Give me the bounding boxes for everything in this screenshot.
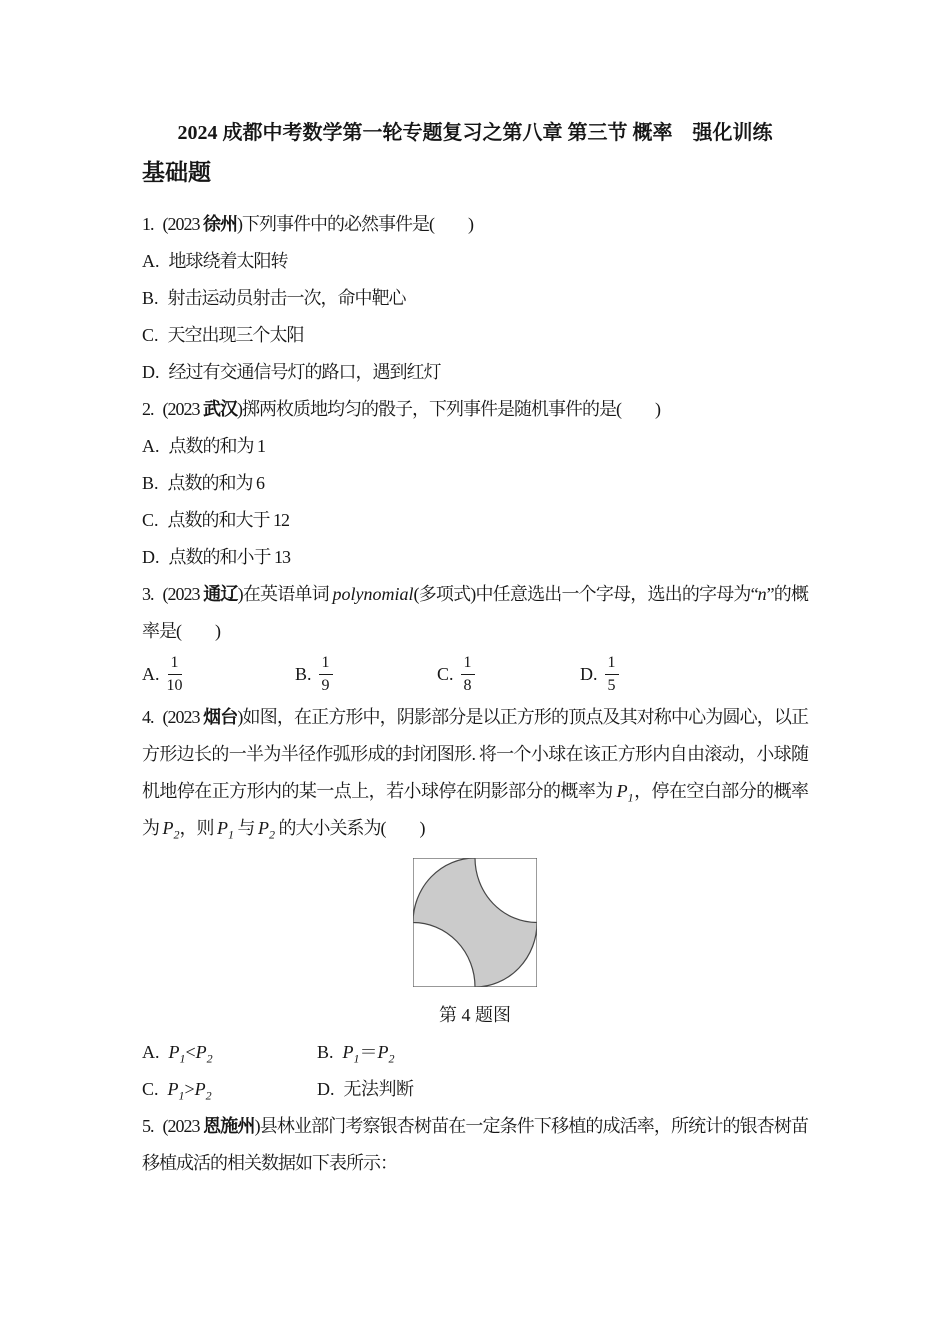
q2-option-a-label: A.: [142, 436, 160, 456]
q3-option-c-fraction: [461, 653, 475, 696]
fraction-numerator: 1: [605, 653, 619, 675]
q2-source-suffix: ): [237, 399, 242, 419]
fraction-denominator: 8: [463, 677, 472, 694]
question-3-stem: [142, 576, 808, 650]
symbol-p2: [377, 1042, 395, 1066]
p-subscript: 1: [179, 1051, 186, 1066]
q3-stem-text-2: (多项式)中任意选出一个字母，选出的字母为“: [413, 584, 758, 604]
q1-option-c: [142, 317, 808, 354]
q3-letter-n: n: [757, 584, 767, 604]
p-subscript: 2: [206, 1051, 213, 1066]
q1-option-a: [142, 243, 808, 280]
q4-stem-text-1: 如图，在正方形中，阴影部分是以正方形的顶点及其对称中心为圆心，以正方形边长的一半为半径作弧形成的封闭图形. 将一个小球在该正方形内自由滚动，小球随机地停在正方形内的某一点上，若小球停在阴影部分的概率为: [142, 707, 809, 801]
q4-option-b: [317, 1034, 395, 1071]
q4-option-d-label: D.: [317, 1079, 335, 1099]
p-letter: P: [616, 781, 628, 801]
q2-option-c-label: C.: [142, 510, 159, 530]
p-letter: P: [195, 1042, 207, 1062]
section-heading: 基础题: [142, 160, 211, 185]
q4-stem-text-5: 的大小关系为( ): [275, 818, 425, 838]
question-5-stem: [142, 1108, 808, 1182]
q1-option-c-text: 天空出现三个太阳: [167, 325, 304, 345]
fraction-numerator: 1: [319, 653, 333, 675]
q4-stem-text-2: ，停在空白部分的概率为: [142, 781, 808, 838]
p-subscript: 2: [205, 1088, 212, 1103]
page-title: 2024 成都中考数学第一轮专题复习之第八章 第三节 概率 强化训练: [177, 122, 773, 144]
q3-stem-text-1: 在英语单词: [242, 584, 333, 604]
q4-stem-text-3: ，则: [179, 818, 217, 838]
symbol-p1: [168, 1042, 186, 1066]
q2-stem-text: 掷两枚质地均匀的骰子，下列事件是随机事件的是( ): [242, 399, 660, 419]
q4-option-c-label: C.: [142, 1079, 159, 1099]
p-subscript: 2: [173, 827, 180, 842]
q2-option-b-text: 点数的和为 6: [167, 473, 265, 493]
q4-option-a: [142, 1034, 317, 1071]
q2-option-a: [142, 428, 808, 465]
q2-option-b-label: B.: [142, 473, 159, 493]
q1-option-a-label: A.: [142, 251, 160, 271]
q4-option-a-relation: <: [185, 1042, 196, 1062]
p-subscript: 1: [178, 1088, 185, 1103]
q1-option-b: [142, 280, 808, 317]
symbol-p2: [194, 1079, 212, 1103]
question-1-stem: [142, 206, 808, 243]
fraction-numerator: 1: [168, 653, 182, 675]
p-letter: P: [168, 1042, 180, 1062]
p-letter: P: [342, 1042, 354, 1062]
symbol-p1: [167, 1079, 185, 1103]
q1-source-prefix: (2023: [162, 214, 203, 234]
question-2-stem: [142, 391, 808, 428]
q3-option-a-label: A.: [142, 664, 160, 684]
q4-source-city: 烟台: [203, 707, 238, 727]
fraction-numerator: 1: [461, 653, 475, 675]
symbol-p1: [616, 781, 634, 805]
q4-number: 4.: [142, 707, 154, 727]
q3-option-d-label: D.: [580, 664, 598, 684]
q1-option-d-text: 经过有交通信号灯的路口，遇到红灯: [168, 362, 441, 382]
q4-shaded-region: [413, 858, 537, 987]
q4-figure-block: [142, 858, 808, 1034]
q3-option-b-fraction: [319, 653, 333, 696]
q4-option-b-relation: ＝: [359, 1042, 378, 1062]
p-letter: P: [377, 1042, 389, 1062]
q4-option-b-label: B.: [317, 1042, 334, 1062]
q3-number: 3.: [142, 584, 154, 604]
q1-option-b-text: 射击运动员射击一次，命中靶心: [167, 288, 406, 308]
q4-options-row-2: [142, 1071, 808, 1108]
q3-option-b-label: B.: [295, 664, 312, 684]
p-subscript: 1: [353, 1051, 360, 1066]
question-4-stem: [142, 699, 808, 847]
q4-option-d-text: 无法判断: [343, 1079, 414, 1099]
q1-option-b-label: B.: [142, 288, 159, 308]
q2-option-b: [142, 465, 808, 502]
q2-option-d: [142, 539, 808, 576]
q1-stem-text: 下列事件中的必然事件是( ): [242, 214, 473, 234]
q3-option-d-fraction: [605, 653, 619, 696]
q1-option-a-text: 地球绕着太阳转: [168, 251, 288, 271]
q5-source-city: 恩施州: [203, 1116, 255, 1136]
symbol-p1: [217, 818, 234, 842]
fraction-denominator: 10: [166, 677, 183, 694]
p-letter: P: [162, 818, 174, 838]
q2-option-d-label: D.: [142, 547, 160, 567]
q2-source-prefix: (2023: [162, 399, 203, 419]
q2-option-c-text: 点数的和大于 12: [167, 510, 290, 530]
q4-figure: [413, 858, 537, 987]
p-subscript: 2: [269, 827, 275, 842]
p-letter: P: [194, 1079, 206, 1099]
q3-option-b: [295, 653, 437, 696]
p-letter: P: [258, 818, 269, 838]
q2-option-c: [142, 502, 808, 539]
q3-source-suffix: ): [237, 584, 243, 604]
symbol-p2: [162, 818, 180, 842]
q4-source-suffix: ): [237, 707, 243, 727]
q4-stem-text-4: 与: [234, 818, 258, 838]
q4-figure-caption: 第 4 题图: [439, 1005, 511, 1025]
q3-source-city: 通辽: [203, 584, 238, 604]
symbol-p2: [258, 818, 275, 842]
q3-option-c-label: C.: [437, 664, 454, 684]
p-letter: P: [167, 1079, 179, 1099]
p-letter: P: [217, 818, 228, 838]
p-subscript: 1: [627, 790, 634, 805]
q4-option-c: [142, 1071, 317, 1108]
q1-number: 1.: [142, 214, 154, 234]
q5-number: 5.: [142, 1116, 154, 1136]
q4-options-row-1: [142, 1034, 808, 1071]
q2-number: 2.: [142, 399, 154, 419]
q2-option-d-text: 点数的和小于 13: [168, 547, 290, 567]
q3-option-a-fraction: [167, 653, 183, 696]
q2-option-a-text: 点数的和为 1: [168, 436, 265, 456]
q4-option-d: [317, 1071, 414, 1108]
q3-option-d: [580, 653, 619, 696]
q1-source-city: 徐州: [203, 214, 237, 234]
q4-option-a-label: A.: [142, 1042, 160, 1062]
q1-option-d-label: D.: [142, 362, 160, 382]
q3-word-polynomial: polynomial: [332, 584, 414, 604]
q3-source-prefix: (2023: [162, 584, 204, 604]
symbol-p2: [195, 1042, 213, 1066]
p-subscript: 2: [388, 1051, 395, 1066]
q1-option-d: [142, 354, 808, 391]
q2-source-city: 武汉: [203, 399, 237, 419]
fraction-denominator: 9: [321, 677, 330, 694]
q1-source-suffix: ): [237, 214, 242, 234]
q3-stem-text-3: ”的概率是( ): [142, 584, 809, 641]
q3-options-row: [142, 650, 808, 699]
symbol-p1: [342, 1042, 360, 1066]
q5-stem-text: 县林业部门考察银杏树苗在一定条件下移植的成活率，所统计的银杏树苗移植成活的相关数据如下表所示：: [142, 1116, 809, 1173]
q4-option-c-relation: >: [184, 1079, 195, 1099]
q5-source-suffix: ): [254, 1116, 260, 1136]
q1-option-c-label: C.: [142, 325, 159, 345]
q3-option-c: [437, 653, 580, 696]
q3-option-a: [142, 653, 295, 696]
q5-source-prefix: (2023: [162, 1116, 204, 1136]
q4-source-prefix: (2023: [162, 707, 204, 727]
p-subscript: 1: [228, 827, 234, 842]
fraction-denominator: 5: [607, 677, 616, 694]
